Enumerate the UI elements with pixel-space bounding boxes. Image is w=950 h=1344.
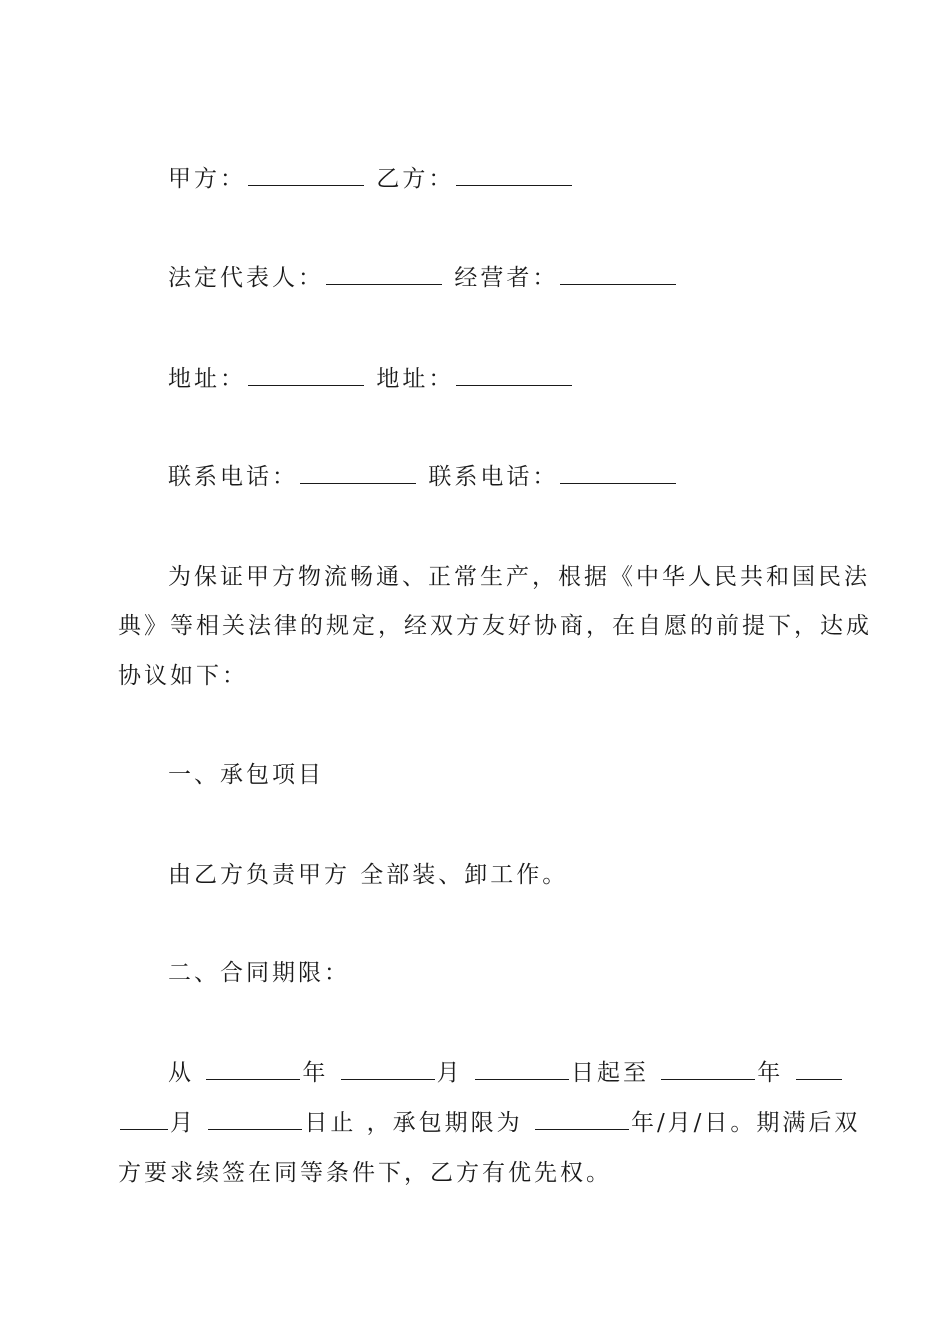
end-month-blank-part-1 <box>796 1059 842 1080</box>
party-b-label: 乙方： <box>376 166 455 192</box>
term-unit: 年/月/日。期满后双 <box>630 1110 861 1136</box>
term-month: 月 <box>436 1060 463 1086</box>
party-b-blank <box>456 165 572 186</box>
phone-b-label: 联系电话： <box>428 464 559 490</box>
section-2-heading: 二、合同期限： <box>168 960 350 986</box>
section-1-heading: 一、承包项目 <box>168 762 324 788</box>
address-a-blank <box>248 365 364 386</box>
term-year: 年 <box>302 1060 329 1086</box>
section-1-body: 由乙方负责甲方 全部装、卸工作。 <box>168 862 569 888</box>
party-a-blank <box>248 165 364 186</box>
phone-b-blank <box>560 463 676 484</box>
preamble-line-3: 协议如下： <box>118 663 248 689</box>
start-year-blank <box>206 1059 300 1080</box>
term-line-3: 方要求续签在同等条件下，乙方有优先权。 <box>118 1160 612 1186</box>
address-b-blank <box>456 365 572 386</box>
legal-rep-label: 法定代表人： <box>168 265 324 291</box>
party-a-label: 甲方： <box>168 166 246 192</box>
operator-label: 经营者： <box>454 265 559 291</box>
preamble-line-2: 典》等相关法律的规定，经双方友好协商，在自愿的前提下，达成 <box>118 613 872 639</box>
phone-a-blank <box>300 463 416 484</box>
end-month-blank-part-2 <box>120 1109 168 1130</box>
end-day-blank <box>208 1109 302 1130</box>
preamble-line-1: 为保证甲方物流畅通、正常生产，根据《中华人民共和国民法 <box>168 564 870 590</box>
term-day-from: 日起至 <box>570 1060 649 1086</box>
start-month-blank <box>341 1059 435 1080</box>
term-day-to: 日止 ，承包期限为 <box>304 1110 523 1136</box>
phone-a-label: 联系电话： <box>168 464 298 490</box>
term-year-2: 年 <box>757 1060 784 1086</box>
term-line-2 <box>118 1108 950 1138</box>
start-day-blank <box>475 1059 569 1080</box>
term-month-2: 月 <box>170 1110 196 1136</box>
representative-row <box>168 263 950 293</box>
legal-rep-blank <box>326 264 442 285</box>
party-names-row <box>168 164 950 194</box>
phone-row <box>168 462 950 492</box>
address-row <box>168 364 950 394</box>
term-line-1 <box>168 1058 950 1088</box>
address-b-label: 地址： <box>376 366 455 392</box>
term-length-blank <box>535 1109 629 1130</box>
address-a-label: 地址： <box>168 366 246 392</box>
operator-blank <box>560 264 676 285</box>
end-year-blank <box>661 1059 755 1080</box>
term-from: 从 <box>168 1060 194 1086</box>
